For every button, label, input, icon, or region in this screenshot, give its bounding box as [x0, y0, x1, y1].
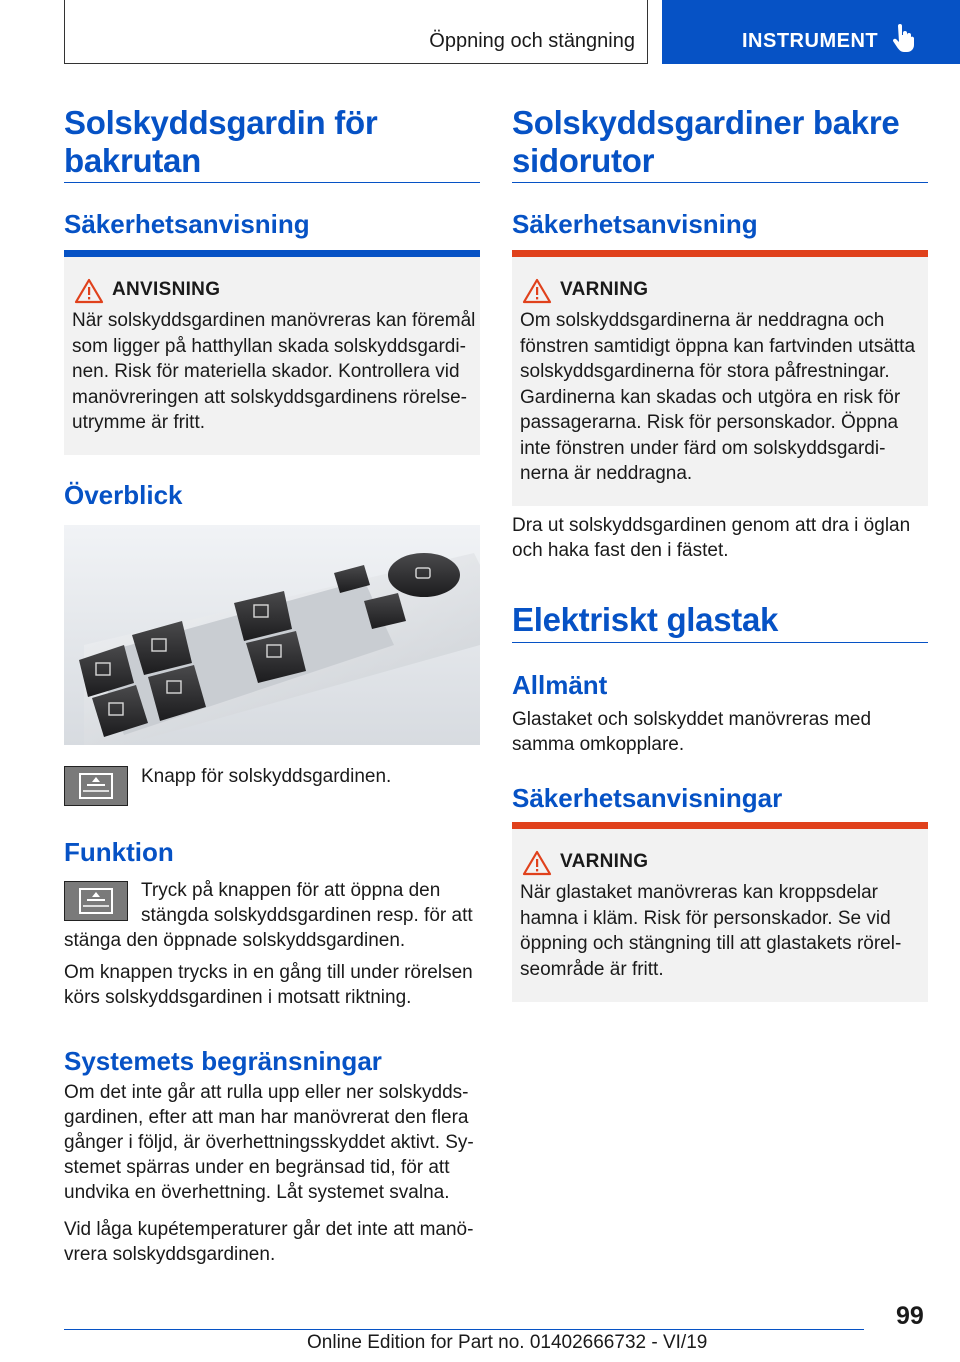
warning-line: inte fönstren under färd om solskyddsgardi- [520, 437, 886, 459]
warning-line: nerna är neddragna. [520, 463, 693, 484]
paragraph-line: Vid låga kupétemperaturer går det inte att manö- [64, 1219, 474, 1240]
warning-line: seområde är fritt. [520, 958, 664, 980]
safety-heading-2: Säkerhetsanvisningar [512, 783, 783, 813]
notice-line: När solskyddsgardinen manövreras kan föremål [72, 310, 476, 331]
paragraph-line: Glastaket och solskyddet manövreras med [512, 709, 872, 730]
notice-line: utrymme är fritt. [72, 412, 206, 433]
warning-line: När glastaket manövreras kan kroppsdelar [520, 882, 879, 903]
warning-line: passagerarna. Risk för personskador. Öppna [520, 412, 899, 433]
notice-body [72, 308, 476, 436]
limits-heading: Systemets begränsningar [64, 1046, 382, 1076]
sunblind-button-icon-2 [64, 881, 128, 921]
limits-paragraph-2 [64, 1217, 480, 1267]
notice-bar [64, 250, 480, 257]
right-title-line2: sidorutor [512, 142, 655, 179]
left-title-line1: Solskyddsgardin för [64, 104, 378, 141]
roof-title: Elektriskt glastak [512, 601, 779, 638]
notice-line: som ligger på hatthyllan skada solskyddsgardi- [72, 335, 466, 357]
warning-line: Gardinerna kan skadas och utgöra en risk för [520, 386, 901, 408]
roof-title-rule [512, 642, 928, 643]
warning-triangle-icon [522, 278, 552, 304]
pull-paragraph [512, 513, 928, 563]
sunblind-symbol-icon [65, 882, 127, 920]
hand-pointer-icon [892, 24, 916, 52]
warning-box-1 [512, 250, 928, 506]
warning-bar [512, 822, 928, 829]
function-paragraph-2 [64, 960, 480, 1010]
sunblind-button-icon [64, 766, 128, 806]
function-heading: Funktion [64, 837, 174, 867]
paragraph-line: undvika en överhettning. Låt systemet svalna. [64, 1182, 450, 1203]
left-title-rule [64, 182, 480, 183]
sunblind-symbol-icon [65, 767, 127, 805]
paragraph-line: stemet spärras under en begränsad tid, för att [64, 1157, 450, 1178]
paragraph-line: Dra ut solskyddsgardinen genom att dra i öglan [512, 515, 911, 536]
paragraph-line: vrera solskyddsgardinen. [64, 1244, 276, 1265]
left-title [64, 104, 480, 180]
button-caption: Knapp för solskyddsgardinen. [141, 766, 392, 787]
general-heading: Allmänt [512, 670, 608, 700]
edition-footer: Online Edition for Part no. 01402666732 - VI/19 [307, 1332, 708, 1353]
warning-body [520, 880, 924, 982]
overview-heading: Överblick [64, 480, 183, 510]
section-tab-label: INSTRUMENT [742, 30, 879, 52]
warning-box-2 [512, 822, 928, 1002]
paragraph-line: Om knappen trycks in en gång till under rörelsen [64, 962, 473, 983]
function-line: stängda solskyddsgardinen resp. för att [141, 905, 473, 926]
warning-body [520, 308, 924, 487]
warning-line: Om solskyddsgardinerna är neddragna och [520, 310, 885, 331]
warning-label: VARNING [560, 851, 649, 872]
paragraph-line: Om det inte går att rulla upp eller ner solskydds- [64, 1082, 469, 1103]
right-title [512, 104, 928, 180]
window-switch-photo [64, 525, 480, 745]
right-title-rule [512, 182, 928, 183]
right-title-line1: Solskyddsgardiner bakre [512, 104, 900, 141]
left-safety-heading: Säkerhetsanvisning [64, 209, 310, 239]
notice-label: ANVISNING [112, 279, 221, 300]
paragraph-line: samma omkopplare. [512, 734, 685, 755]
paragraph-line: gånger i följd, är överhettningsskyddet aktivt. Sy- [64, 1132, 474, 1153]
page-number: 99 [896, 1302, 924, 1330]
footer-rule [64, 1329, 864, 1330]
warning-triangle-icon [74, 278, 104, 304]
warning-line: solskyddsgardinerna för stora påfrestningar. [520, 361, 890, 382]
limits-paragraph-1 [64, 1080, 480, 1205]
function-line: Tryck på knappen för att öppna den [141, 880, 441, 901]
warning-line: fönstren samtidigt öppna kan fartvinden utsätta [520, 335, 916, 357]
chapter-title: Öppning och stängning [429, 30, 635, 52]
warning-bar [512, 250, 928, 257]
switch-panel-illustration [64, 525, 480, 745]
general-paragraph [512, 707, 928, 757]
right-safety-heading: Säkerhetsanvisning [512, 209, 758, 239]
section-tab[interactable] [662, 0, 960, 64]
notice-line: nen. Risk för materiella skador. Kontrollera vid [72, 361, 460, 382]
warning-line: öppning och stängning till att glastakets rörel- [520, 933, 902, 954]
left-title-line2: bakrutan [64, 142, 201, 179]
header-chapter-box [64, 0, 648, 64]
function-line: stänga den öppnade solskyddsgardinen. [64, 930, 406, 951]
paragraph-line: och haka fast den i fästet. [512, 540, 729, 561]
notice-box [64, 250, 480, 455]
warning-label: VARNING [560, 279, 649, 300]
notice-line: manövreringen att solskyddsgardinens rörelse- [72, 386, 467, 408]
paragraph-line: gardinen, efter att man har manövrerat den flera [64, 1107, 469, 1128]
paragraph-line: körs solskyddsgardinen i motsatt riktning. [64, 987, 412, 1008]
warning-triangle-icon [522, 850, 552, 876]
warning-line: hamna i kläm. Risk för personskador. Se vid [520, 907, 891, 929]
